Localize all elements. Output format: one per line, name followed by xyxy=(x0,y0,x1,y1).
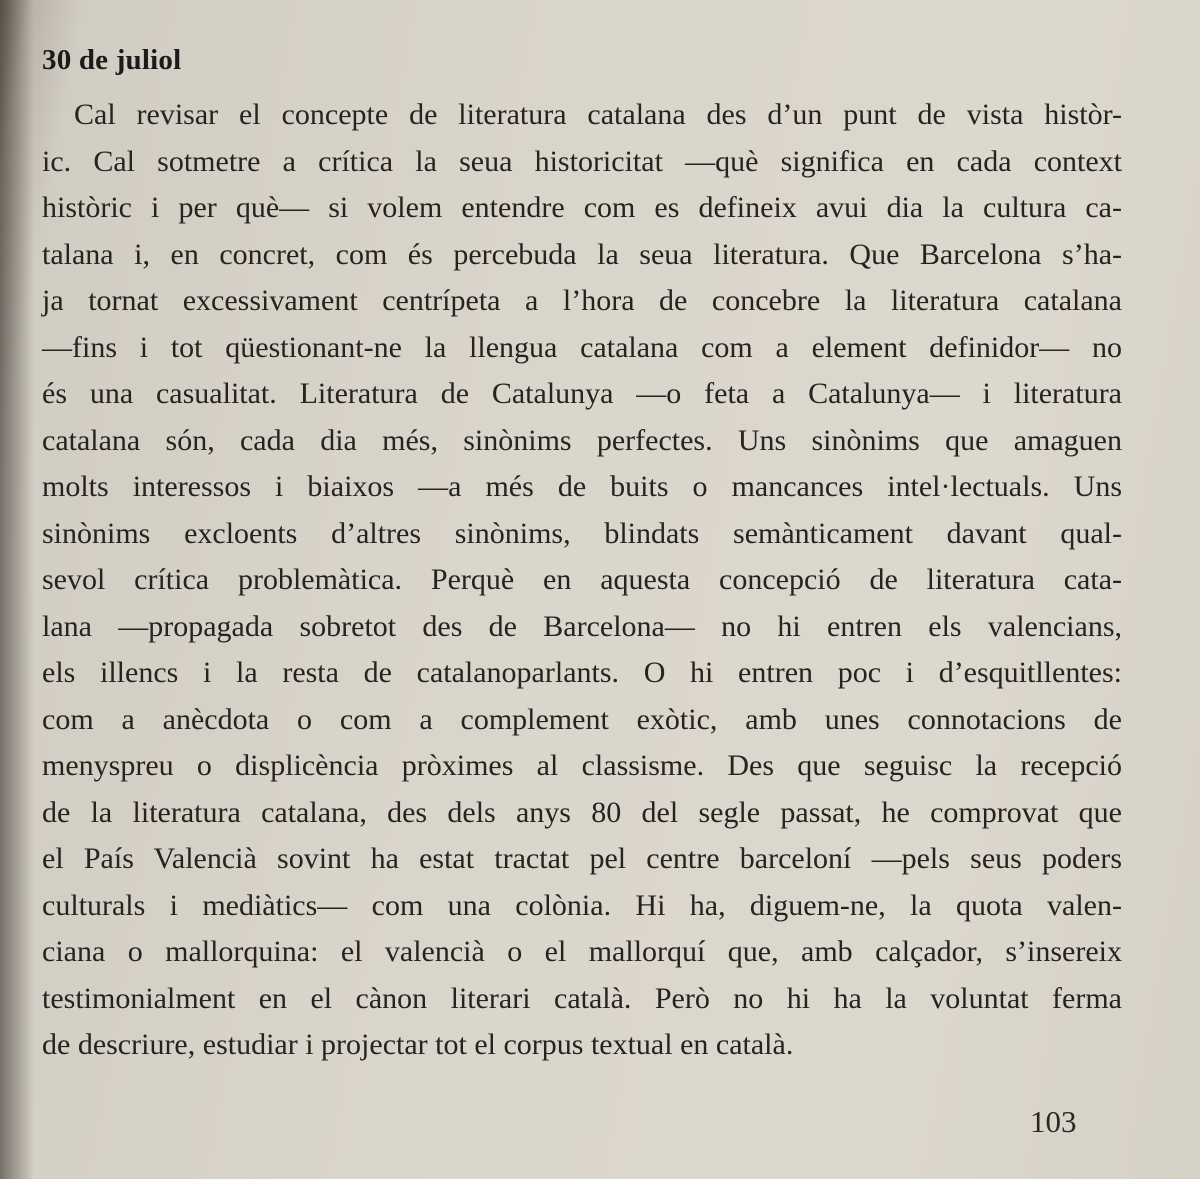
text-line: Cal revisar el concepte de literatura catalana des d’un punt de vista històr- xyxy=(74,98,1122,131)
book-gutter-shadow xyxy=(0,0,34,1179)
text-line: culturals i mediàtics— com una colònia. Hi ha, diguem-ne, la quota valen- xyxy=(42,888,1122,922)
body-paragraph xyxy=(42,92,1122,1069)
text-line: ciana o mallorquina: el valencià o el mallorquí que, amb calçador, s’insereix xyxy=(42,935,1122,968)
text-line: talana i, en concret, com és percebuda la seua literatura. Que Barcelona s’ha- xyxy=(42,237,1122,271)
text-line: de descriure, estudiar i projectar tot el corpus textual en català. xyxy=(42,1028,794,1061)
text-line: —fins i tot qüestionant-ne la llengua catalana com a element definidor— no xyxy=(42,330,1122,364)
text-line: els illencs i la resta de catalanoparlants. O hi entren poc i d’esquitllentes: xyxy=(42,656,1122,689)
text-line: de la literatura catalana, des dels anys 80 del segle passat, he comprovat que xyxy=(42,795,1122,829)
text-line: molts interessos i biaixos —a més de buits o mancances intel·lectuals. Uns xyxy=(42,470,1122,503)
entry-date-heading: 30 de juliol xyxy=(42,44,182,76)
page-number: 103 xyxy=(1030,1104,1077,1139)
text-line: el País Valencià sovint ha estat tractat pel centre barceloní —pels seus poders xyxy=(42,842,1122,875)
text-line: com a anècdota o com a complement exòtic, amb unes connotacions de xyxy=(42,702,1122,736)
text-line: menyspreu o displicència pròximes al classisme. Des que seguisc la recepció xyxy=(42,749,1122,782)
text-line: és una casualitat. Literatura de Catalunya —o feta a Catalunya— i literatura xyxy=(42,377,1122,410)
text-line: ic. Cal sotmetre a crítica la seua historicitat —què significa en cada context xyxy=(42,144,1122,178)
text-line: sevol crítica problemàtica. Perquè en aquesta concepció de literatura cata- xyxy=(42,563,1122,596)
text-line: històric i per què— si volem entendre com es defineix avui dia la cultura ca- xyxy=(42,191,1122,224)
text-line: testimonialment en el cànon literari català. Però no hi ha la voluntat ferma xyxy=(42,981,1122,1015)
text-line: sinònims excloents d’altres sinònims, blindats semànticament davant qual- xyxy=(42,516,1122,550)
text-line: ja tornat excessivament centrípeta a l’hora de concebre la literatura catalana xyxy=(42,284,1122,317)
text-line: lana —propagada sobretot des de Barcelona— no hi entren els valencians, xyxy=(42,609,1122,643)
text-line: catalana són, cada dia més, sinònims perfectes. Uns sinònims que amaguen xyxy=(42,423,1122,457)
